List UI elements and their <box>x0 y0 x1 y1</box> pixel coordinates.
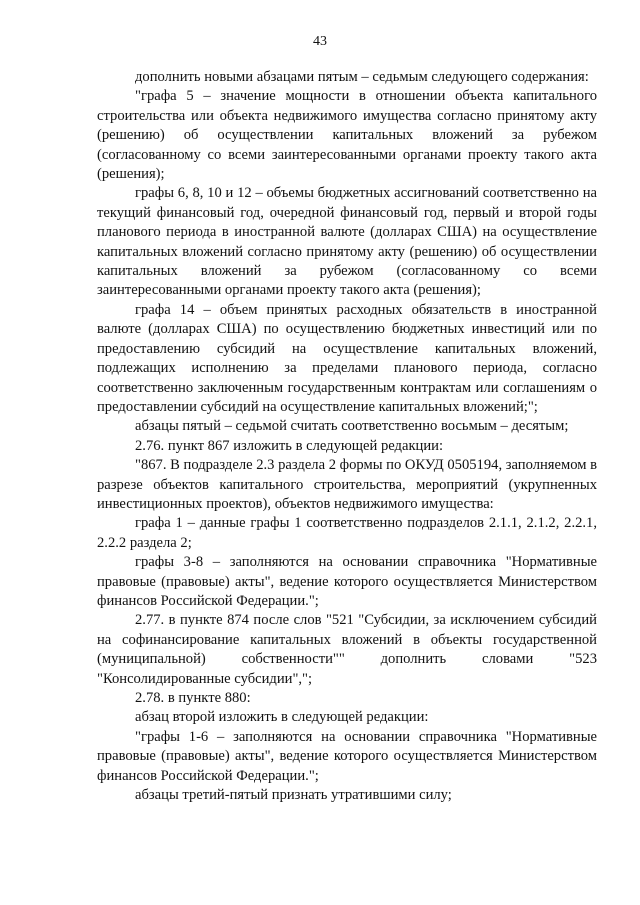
paragraph-867: "867. В подразделе 2.3 раздела 2 формы по ОКУД 0505194, заполняемом в разрезе объектов капитального строительства, мероприятий (укрупненных инвестиционных проектов), объектов недвижимого имущества: <box>97 457 598 512</box>
document-body <box>97 68 597 805</box>
paragraph-columns-3-8: графы 3-8 – заполняются на основании справочника "Нормативные правовые (правовые) акты", ведение которого осуществляется Министерством финансов Российской Федерации."; <box>97 554 597 609</box>
paragraph-item-2-78: 2.78. в пункте 880: <box>135 690 251 706</box>
paragraph-item-2-77: 2.77. в пункте 874 после слов "521 "Субсидии, за исключением субсидий на софинансирование капитальных вложений в объекты государственной (муниципальной) собственности"" дополнить словами "523 "Консолидированные субсидии","; <box>97 612 597 687</box>
paragraph-add-paragraphs: дополнить новыми абзацами пятым – седьмым следующего содержания: <box>135 69 589 85</box>
paragraph-item-2-76: 2.76. пункт 867 изложить в следующей редакции: <box>135 437 444 454</box>
paragraph-columns-1-6: "графы 1-6 – заполняются на основании справочника "Нормативные правовые (правовые) акты", ведение которого осуществляется Министерством финансов Российской Федерации."; <box>97 728 597 784</box>
paragraph-column-1: графа 1 – данные графы 1 соответственно подразделов 2.1.1, 2.1.2, 2.2.1, 2.2.2 раздела 2; <box>97 515 597 551</box>
page-number: 43 <box>313 34 327 49</box>
paragraph-second-para: абзац второй изложить в следующей редакции: <box>135 709 429 726</box>
paragraph-column-5: "графа 5 – значение мощности в отношении объекта капитального строительства или объекта недвижимого имущества согласно принятому акту (решению) об осуществлении капитальных вложений за рубежом (согласованному со всеми заинтересованными органами проекту такого акта (решения); <box>97 88 597 183</box>
paragraph-column-14: графа 14 – объем принятых расходных обязательств в иностранной валюте (долларах США) по осуществлению бюджетных инвестиций или по предоставлению субсидий на осуществление капитальных вложений, подлежащих исполнению за пределами планового периода, согласно соответственно заключенным государственным контрактам или соглашениям о предоставлении субсидий на осуществление капитальных вложений;"; <box>97 301 597 415</box>
paragraph-columns-6-8-10-12: графы 6, 8, 10 и 12 – объемы бюджетных ассигнований соответственно на текущий финансовый год, очередной финансовый год, первый и второй годы планового периода в иностранной валюте (долларах США) на осуществление капитальных вложений согласно принятому акту (решению) об осуществлении капитальных вложений за рубежом (согласованному со всеми заинтересованными органами проекту такого акта (решения); <box>97 185 597 299</box>
paragraph-renumber: абзацы пятый – седьмой считать соответственно восьмым – десятым; <box>135 418 569 435</box>
paragraph-void: абзацы третий-пятый признать утратившими силу; <box>135 787 452 804</box>
